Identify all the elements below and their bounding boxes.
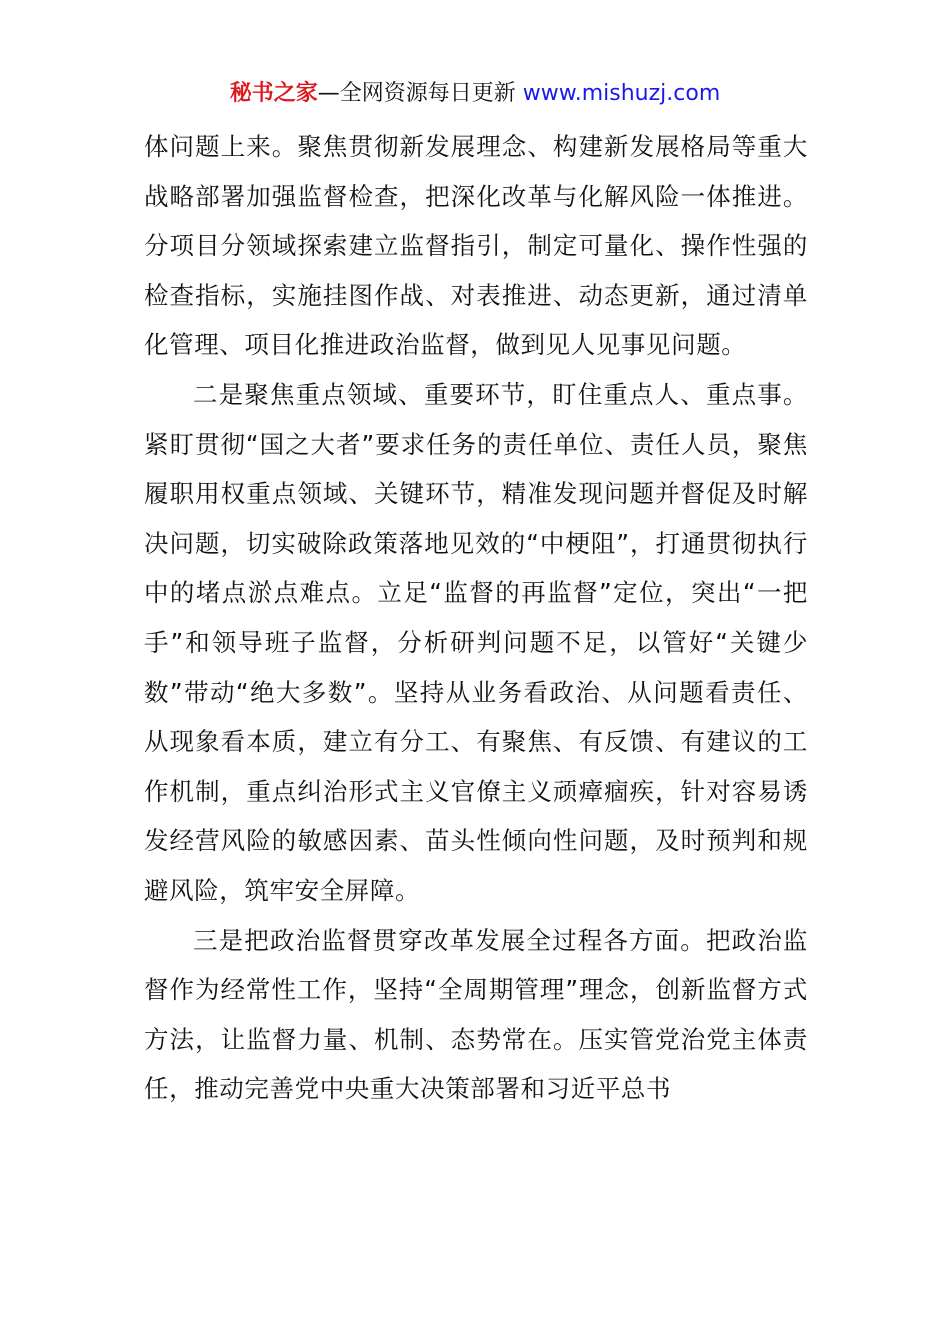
site-tagline: —全网资源每日更新 <box>317 81 516 106</box>
paragraph-point-two: 二是聚焦重点领域、重要环节，盯住重点人、重点事。紧盯贯彻“国之大者”要求任务的责任单位、责任人员，聚焦履职用权重点领域、关键环节，精准发现问题并督促及时解决问题，切实破除政策落地见效的“中梗阻”，打通贯彻执行中的堵点淤点难点。立足“监督的再监督”定位，突出“一把手”和领导班子监督，分析研判问题不足，以管好“关键少数”带动“绝大多数”。坚持从业务看政治、从问题看责任、从现象看本质，建立有分工、有聚焦、有反馈、有建议的工作机制，重点纠治形式主义官僚主义顽瘴痼疾，针对容易诱发经营风险的敏感因素、苗头性倾向性问题，及时预判和规避风险，筑牢安全屏障。 <box>144 379 808 905</box>
paragraph-continued: 体问题上来。聚焦贯彻新发展理念、构建新发展格局等重大战略部署加强监督检查，把深化改革与化解风险一体推进。分项目分领域探索建立监督指引，制定可量化、操作性强的检查指标，实施挂图作战、对表推进、动态更新，通过清单化管理、项目化推进政治监督，做到见人见事见问题。 <box>144 132 808 360</box>
paragraph-point-three: 三是把政治监督贯穿改革发展全过程各方面。把政治监督作为经常性工作，坚持“全周期管理”理念，创新监督方式方法，让监督力量、机制、态势常在。压实管党治党主体责任，推动完善党中央重大决策部署和习近平总书 <box>144 925 808 1104</box>
site-header <box>0 78 950 110</box>
site-brand: 秘书之家 <box>229 81 318 106</box>
document-body <box>144 122 808 1114</box>
site-url-link[interactable]: www.mishuzj.com <box>522 81 721 106</box>
